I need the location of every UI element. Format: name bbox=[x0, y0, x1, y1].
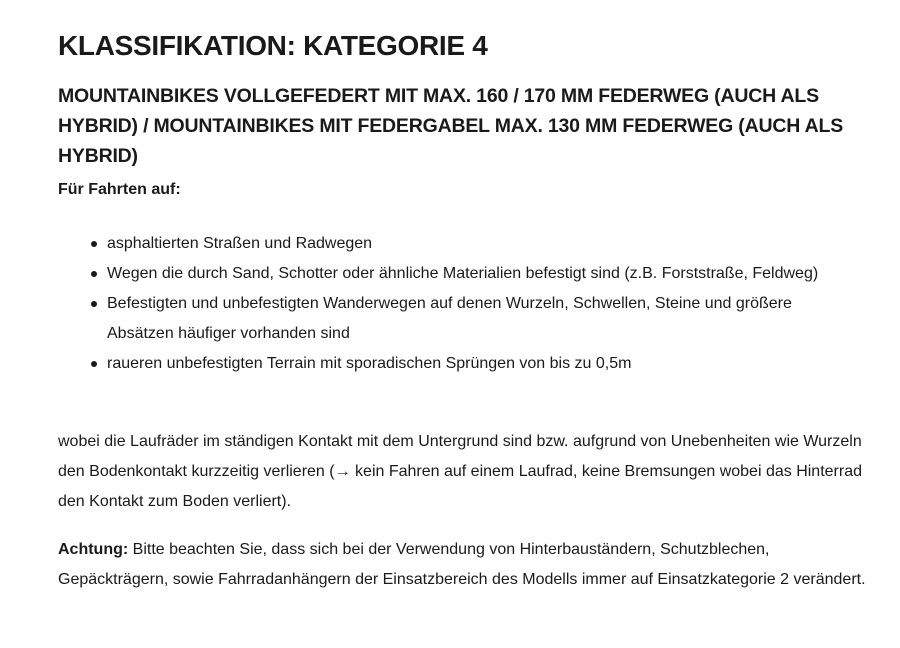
bullet-icon bbox=[91, 361, 97, 367]
list-item bbox=[58, 349, 837, 379]
conditions-paragraph: wobei die Laufräder im ständigen Kontakt mit dem Untergrund sind bzw. aufgrund von Unebenheiten wie Wurzeln den Bodenkontakt kurzzeitig verlieren (→ kein Fahren auf einem Laufrad, keine Bremsungen wobei das Hinterrad den Kontakt zum Boden verliert). bbox=[58, 433, 862, 510]
warning-label: Achtung: bbox=[58, 541, 129, 558]
list-item-text: Wegen die durch Sand, Schotter oder ähnliche Materialien befestigt sind (z.B. Forststraße, Feldweg) bbox=[107, 265, 819, 282]
warning-text: Bitte beachten Sie, dass sich bei der Verwendung von Hinterbauständern, Schutzblechen, Gepäckträgern, sowie Fahrradanhängern der Einsatzbereich des Modells immer auf Einsatzkategorie 2 verändert. bbox=[58, 541, 866, 588]
intro-label: Für Fahrten auf: bbox=[58, 181, 181, 198]
bullet-icon bbox=[91, 271, 97, 277]
warning-note bbox=[58, 535, 868, 595]
category-subtitle: MOUNTAINBIKES VOLLGEFEDERT MIT MAX. 160 / 170 MM FEDERWEG (AUCH ALS HYBRID) / MOUNTAINBIKES MIT FEDERGABEL MAX. 130 MM FEDERWEG (AUCH ALS HYBRID) bbox=[58, 85, 844, 167]
list-item-text: Befestigten und unbefestigten Wanderwegen auf denen Wurzeln, Schwellen, Steine und größere Absätzen häufiger vorhanden sind bbox=[107, 295, 792, 342]
usage-list bbox=[58, 229, 858, 379]
page-title: KLASSIFIKATION: KATEGORIE 4 bbox=[58, 30, 488, 61]
list-item bbox=[58, 289, 837, 349]
list-item-text: asphaltierten Straßen und Radwegen bbox=[107, 235, 373, 252]
list-item bbox=[58, 259, 837, 289]
list-item-text: raueren unbefestigten Terrain mit sporadischen Sprüngen von bis zu 0,5m bbox=[107, 355, 632, 372]
bullet-icon bbox=[91, 241, 97, 247]
list-item bbox=[58, 229, 837, 259]
bullet-icon bbox=[91, 301, 97, 307]
